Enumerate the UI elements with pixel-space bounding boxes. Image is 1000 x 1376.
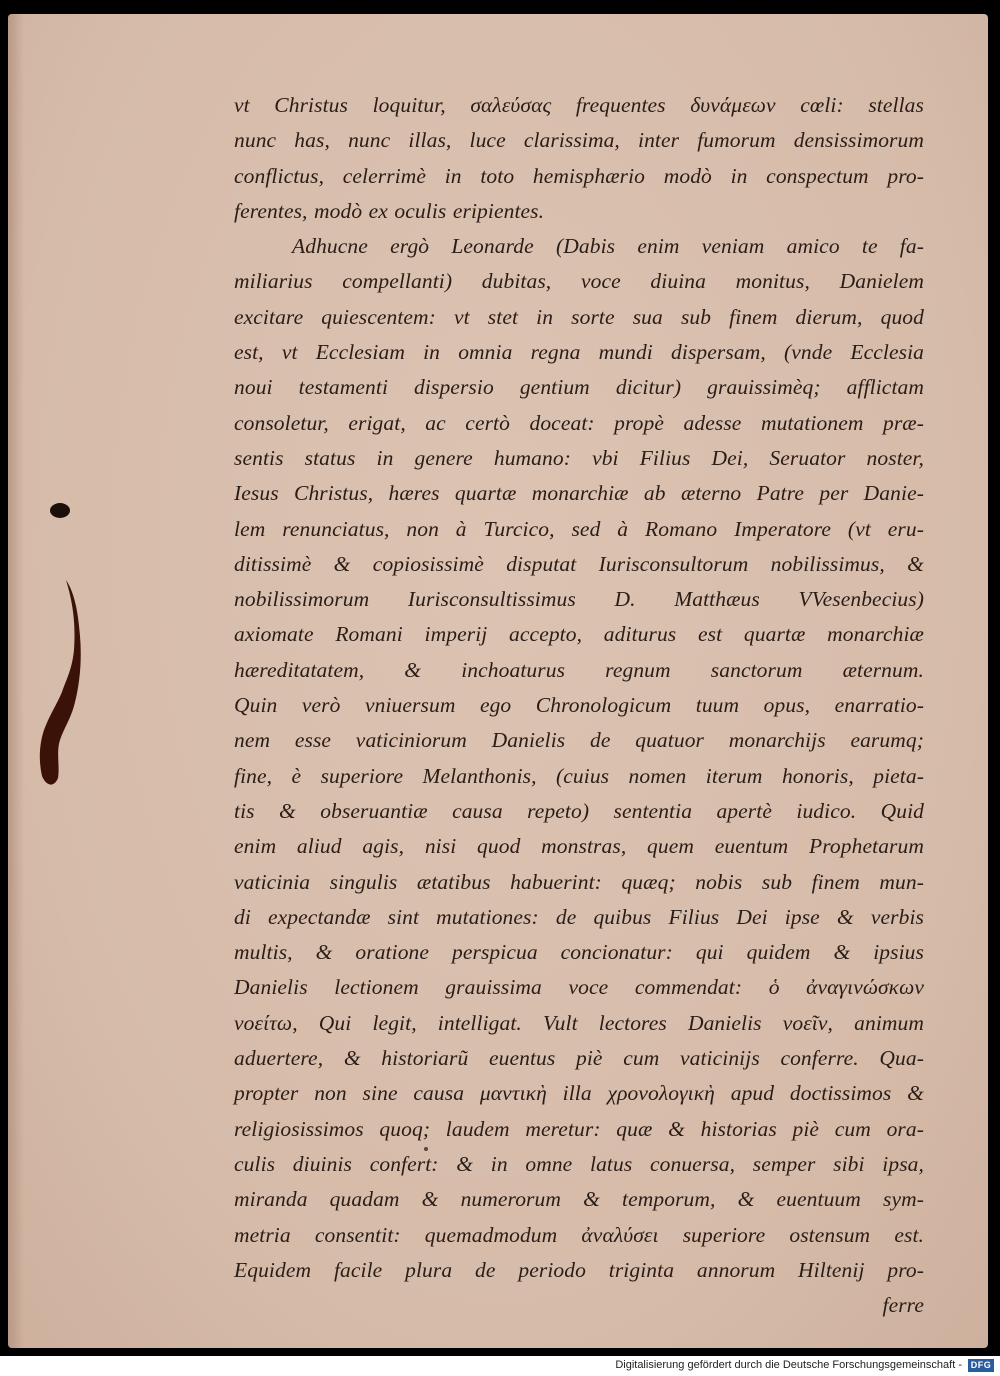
text-line: Adhucne ergò Leonarde (Dabis enim veniam amico te fa- <box>292 234 924 259</box>
text-line: Equidem facile plura de periodo triginta annorum Hiltenij pro- <box>234 1257 924 1282</box>
text-line: axiomate Romani imperij accepto, aditurus est quartæ monarchiæ <box>234 622 924 647</box>
text-line: nunc has, nunc illas, luce clarissima, inter fumorum densissimorum <box>234 128 924 153</box>
text-line: miliarius compellanti) dubitas, voce diuina monitus, Danielem <box>234 269 924 294</box>
text-line: excitare quiescentem: vt stet in sorte sua sub finem dierum, quod <box>234 304 924 329</box>
text-line: nem esse vaticiniorum Danielis de quatuor monarchijs earumq; <box>234 728 924 753</box>
text-line: multis, & oratione perspicua concionatur: qui quidem & ipsius <box>234 940 924 965</box>
footer-bar <box>0 1356 1000 1376</box>
text-line: miranda quadam & numerorum & temporum, & euentuum sym- <box>234 1187 924 1212</box>
text-line: ferentes, modò ex oculis eripientes. <box>234 198 545 223</box>
text-line: fine, è superiore Melanthonis, (cuius nomen iterum honoris, pieta- <box>234 763 924 788</box>
ink-blot <box>50 503 70 518</box>
text-line: religiosissimos quoq; laudem meretur: quæ & historias piè cum ora- <box>234 1116 924 1141</box>
text-line: consoletur, erigat, ac certò doceat: propè adesse mutationem præ- <box>234 410 924 435</box>
text-line: vaticinia singulis ætatibus habuerint: quæq; nobis sub finem mun- <box>234 869 924 894</box>
text-line: Danielis lectionem grauissima voce commendat: ὁ ἀναγινώσκων <box>234 975 924 1000</box>
text-line: metria consentit: quemadmodum ἀναλύσει superiore ostensum est. <box>234 1222 924 1247</box>
text-line: vt Christus loquitur, σαλεύσας frequentes δυνάμεων cœli: stellas <box>234 93 924 117</box>
text-line: Iesus Christus, hæres quartæ monarchiæ ab æterno Patre per Danie- <box>234 481 924 506</box>
text-line: di expectandæ sint mutationes: de quibus Filius Dei ipse & verbis <box>234 904 924 929</box>
text-line: conflictus, celerrimè in toto hemisphærio modò in conspectum pro- <box>234 163 924 188</box>
text-line: aduertere, & historiarũ euentus piè cum vaticinijs conferre. Qua- <box>234 1046 924 1071</box>
text-line: lem renunciatus, non à Turcico, sed à Romano Imperatore (vt eru- <box>234 516 924 541</box>
text-line: enim aliud agis, nisi quod monstras, quem euentum Prophetarum <box>234 834 924 859</box>
catchword: ferre <box>882 1293 924 1318</box>
text-line: noui testamenti dispersio gentium dicitur) grauissimèq; afflictam <box>234 375 924 400</box>
text-line: propter non sine causa μαντικὴ illa χρονολογικὴ apud doctissimos & <box>234 1081 924 1106</box>
text-line: nobilissimorum Iurisconsultissimus D. Matthæus VVesenbecius) <box>234 587 924 612</box>
text-line: νοείτω, Qui legit, intelligat. Vult lectores Danielis νοεῖν, animum <box>234 1010 924 1035</box>
text-line: ditissimè & copiosissimè disputat Iurisconsultorum nobilissimus, & <box>234 551 924 576</box>
dfg-logo: DFG <box>968 1359 994 1372</box>
page-text <box>234 88 934 1323</box>
ink-stain-mark <box>36 580 84 790</box>
page-shadow-edge <box>8 14 24 1348</box>
text-line: hæreditatatem, & inchoaturus regnum sanctorum æternum. <box>234 657 924 682</box>
text-line: tis & obseruantiæ causa repeto) sententia apertè iudico. Quid <box>234 798 924 823</box>
text-line: est, vt Ecclesiam in omnia regna mundi dispersam, (vnde Ecclesia <box>234 340 924 365</box>
text-line: culis diuinis confert: & in omne latus conuersa, semper sibi ipsa, <box>234 1151 924 1176</box>
text-line: sentis status in genere humano: vbi Filius Dei, Seruator noster, <box>234 445 924 470</box>
funding-credit: Digitalisierung gefördert durch die Deutsche Forschungsgemeinschaft - <box>615 1359 962 1371</box>
text-line: Quin verò vniuersum ego Chronologicum tuum opus, enarratio- <box>234 693 924 718</box>
